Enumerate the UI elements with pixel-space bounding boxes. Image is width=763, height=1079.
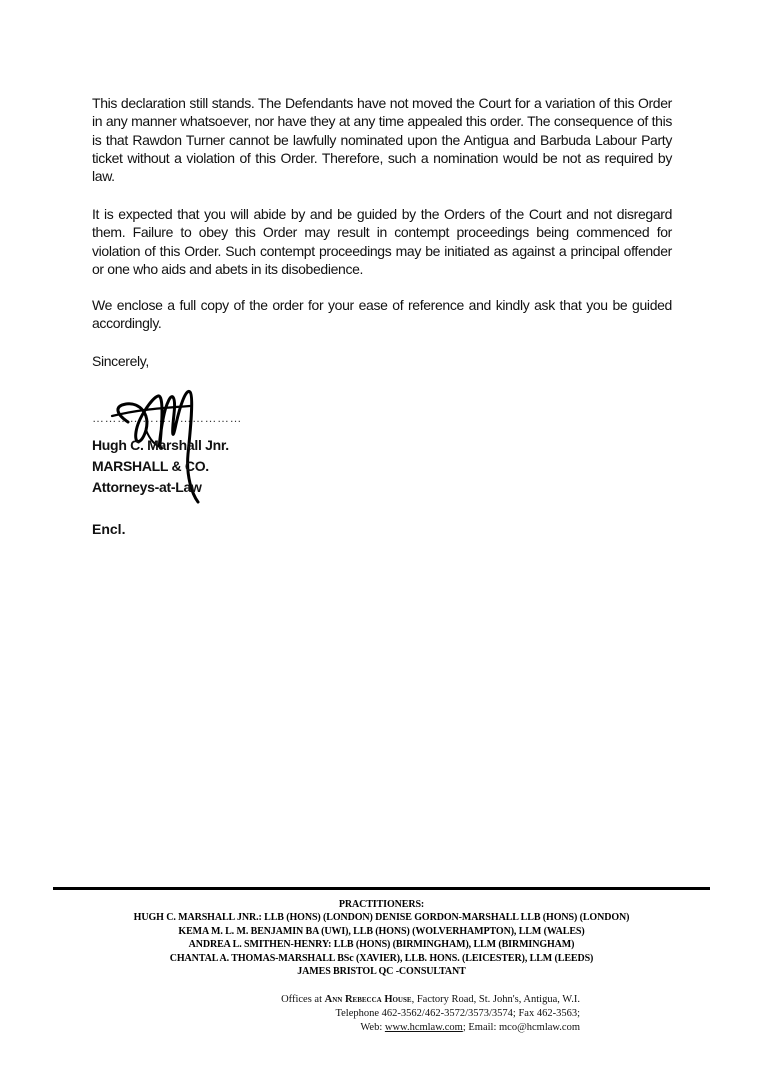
paragraph-text: This declaration still stands. The Defendants have not moved the Court for a variation of this Order in any manner whatsoever, nor have they at any time appealed this order. The consequence of this is that Rawdon Turner cannot be lawfully nominated upon the Antigua and Barbuda Labour Party ticket without a violation of this Order. Therefore, such a nomination would be not as required by law. bbox=[92, 95, 672, 185]
practitioners-footer bbox=[53, 898, 710, 978]
practitioner-line: ANDREA L. SMITHEN-HENRY: LLB (HONS) (BIRMINGHAM), LLM (BIRMINGHAM) bbox=[188, 939, 575, 951]
website-link[interactable]: www.hcmlaw.com bbox=[384, 1022, 463, 1033]
office-address-line bbox=[250, 993, 580, 1007]
office-building-name: Ann Rebecca House bbox=[324, 994, 412, 1005]
web-label: Web: bbox=[360, 1022, 385, 1033]
signature-dotted-line: ……………………………… bbox=[92, 411, 242, 425]
web-email-line bbox=[250, 1021, 580, 1035]
practitioner-line: KEMA M. L. M. BENJAMIN BA (UWI), LLB (HONS) (WOLVERHAMPTON), LLM (WALES) bbox=[178, 925, 585, 937]
footer-divider bbox=[53, 887, 710, 890]
enclosure-note: Encl. bbox=[92, 521, 126, 537]
letter-paragraph-2 bbox=[92, 205, 672, 278]
paragraph-text: It is expected that you will abide by and be guided by the Orders of the Court and not disregard them. Failure to obey this Order may result in contempt proceedings being commenced for violation of this Order. Such contempt proceedings may be initiated as against a principal offender or one who aids and abets in its disobedience. bbox=[92, 206, 672, 277]
letter-paragraph-3 bbox=[92, 296, 672, 333]
practitioner-line: HUGH C. MARSHALL JNR.: LLB (HONS) (LONDON) DENISE GORDON-MARSHALL LLB (HONS) (LONDON) bbox=[133, 912, 630, 924]
firm-name: MARSHALL & CO. bbox=[92, 458, 209, 474]
signatory-name: Hugh C. Marshall Jnr. bbox=[92, 437, 229, 453]
signature-block bbox=[92, 384, 392, 504]
practitioners-heading: PRACTITIONERS: bbox=[338, 899, 425, 910]
practitioner-line: JAMES BRISTOL QC -CONSULTANT bbox=[297, 966, 466, 978]
practitioner-line: CHANTAL A. THOMAS-MARSHALL BSc (XAVIER), LLB. HONS. (LEICESTER), LLM (LEEDS) bbox=[169, 952, 594, 964]
closing-salutation: Sincerely, bbox=[92, 353, 149, 369]
office-address: , Factory Road, St. John's, Antigua, W.I. bbox=[411, 994, 580, 1005]
office-contact-block bbox=[250, 993, 580, 1035]
paragraph-text: We enclose a full copy of the order for your ease of reference and kindly ask that you be guided accordingly. bbox=[92, 297, 672, 332]
letter-paragraph-1 bbox=[92, 94, 672, 185]
signatory-title: Attorneys-at-Law bbox=[92, 479, 202, 495]
email-text: ; Email: mco@hcmlaw.com bbox=[462, 1022, 580, 1033]
telephone-line: Telephone 462-3562/462-3572/3573/3574; Fax 462-3563; bbox=[335, 1008, 580, 1019]
offices-prefix: Offices at bbox=[281, 994, 325, 1005]
